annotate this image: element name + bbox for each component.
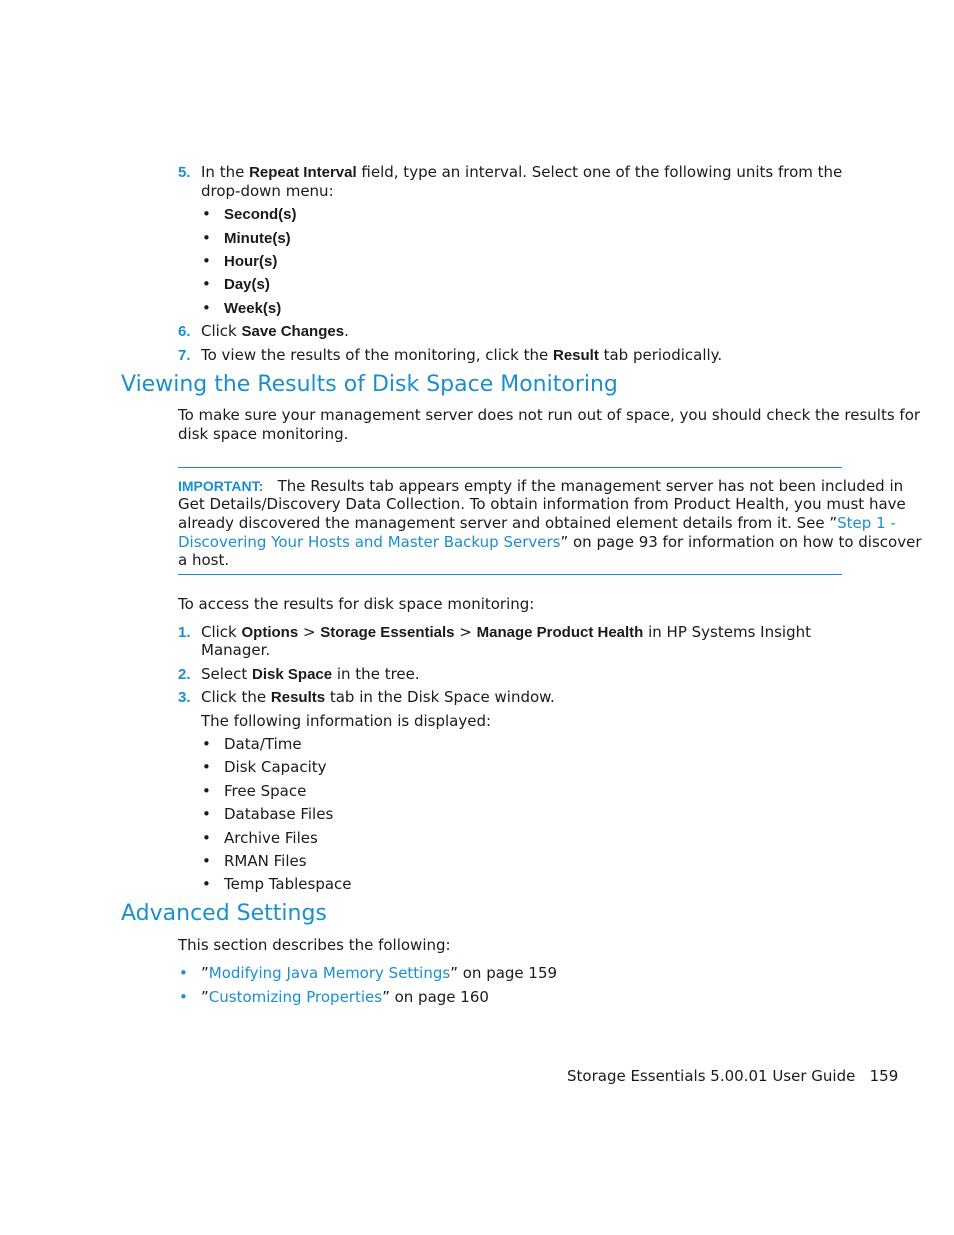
step-number: 5. xyxy=(178,164,191,181)
note-rule-top xyxy=(178,467,842,468)
cross-reference-link[interactable]: Step 1 - xyxy=(837,514,896,532)
important-note-line: Discovering Your Hosts and Master Backup Servers” on page 93 for information on how to discover xyxy=(178,533,922,551)
step-number: 7. xyxy=(178,347,191,364)
ui-term: Results xyxy=(270,689,326,706)
unit-item: Week(s) xyxy=(224,300,282,317)
bullet: • xyxy=(202,252,211,270)
ui-term: Result xyxy=(552,347,599,364)
cross-reference-link[interactable]: Customizing Properties xyxy=(208,988,383,1006)
bullet: • xyxy=(202,805,211,823)
ui-term: Save Changes xyxy=(241,323,345,340)
page-number: 159 xyxy=(869,1067,899,1085)
guide-title: Storage Essentials 5.00.01 User Guide xyxy=(567,1067,856,1085)
bullet: • xyxy=(202,829,211,847)
step-7-text: To view the results of the monitoring, click the Result tab periodically. xyxy=(201,346,723,364)
important-note-line: Get Details/Discovery Data Collection. To obtain information from Product Health, you must have xyxy=(178,495,906,513)
link-list-item: ”Customizing Properties” on page 160 xyxy=(201,988,489,1006)
bullet: • xyxy=(202,205,211,223)
access-step-1-text: Click Options > Storage Essentials > Manage Product Health in HP Systems Insight xyxy=(201,623,811,641)
bullet: • xyxy=(202,735,211,753)
step-number: 3. xyxy=(178,689,191,706)
info-field-item: Archive Files xyxy=(224,829,318,847)
step-number: 2. xyxy=(178,666,191,683)
ui-term: Disk Space xyxy=(252,666,333,683)
info-field-item: RMAN Files xyxy=(224,852,307,870)
info-field-item: Temp Tablespace xyxy=(224,875,352,893)
cross-reference-link[interactable]: Modifying Java Memory Settings xyxy=(208,964,451,982)
paragraph: This section describes the following: xyxy=(178,936,451,954)
paragraph: To access the results for disk space monitoring: xyxy=(178,595,535,613)
bullet: • xyxy=(202,229,211,247)
step-number: 6. xyxy=(178,323,191,340)
bullet: • xyxy=(202,758,211,776)
unit-item: Second(s) xyxy=(224,206,297,223)
info-field-item: Free Space xyxy=(224,782,307,800)
step-6-text: Click Save Changes. xyxy=(201,322,349,340)
step-5-text-cont: drop-down menu: xyxy=(201,182,334,200)
link-list-item: ”Modifying Java Memory Settings” on page 159 xyxy=(201,964,558,982)
access-step-3-text: Click the Results tab in the Disk Space window. xyxy=(201,688,555,706)
important-label: IMPORTANT: xyxy=(178,478,264,494)
unit-item: Day(s) xyxy=(224,276,270,293)
ui-term: Storage Essentials xyxy=(320,624,455,641)
info-field-item: Disk Capacity xyxy=(224,758,327,776)
important-note-line: already discovered the management server and obtained element details from it. See ”Step 1 - xyxy=(178,514,896,532)
bullet: • xyxy=(202,852,211,870)
paragraph: To make sure your management server does not run out of space, you should check the results for xyxy=(178,406,921,424)
step-number: 1. xyxy=(178,624,191,641)
section-heading: Viewing the Results of Disk Space Monitoring xyxy=(121,372,618,397)
bullet: • xyxy=(179,988,188,1006)
unit-item: Hour(s) xyxy=(224,253,278,270)
bullet: • xyxy=(202,782,211,800)
ui-term: Options xyxy=(241,624,299,641)
paragraph: The following information is displayed: xyxy=(201,712,492,730)
important-note-line: a host. xyxy=(178,551,230,569)
bullet: • xyxy=(202,875,211,893)
paragraph: disk space monitoring. xyxy=(178,425,349,443)
unit-item: Minute(s) xyxy=(224,230,291,247)
ui-term: Repeat Interval xyxy=(249,164,357,181)
access-step-1-text-cont: Manager. xyxy=(201,641,271,659)
important-note-line: IMPORTANT: The Results tab appears empty if the management server has not been included in xyxy=(178,477,904,495)
info-field-item: Database Files xyxy=(224,805,334,823)
ui-term: Manage Product Health xyxy=(476,624,644,641)
page-footer xyxy=(567,1067,898,1086)
bullet: • xyxy=(202,275,211,293)
bullet: • xyxy=(179,964,188,982)
section-heading: Advanced Settings xyxy=(121,901,327,926)
cross-reference-link[interactable]: Discovering Your Hosts and Master Backup Servers xyxy=(178,533,561,551)
access-step-2-text: Select Disk Space in the tree. xyxy=(201,665,420,683)
info-field-item: Data/Time xyxy=(224,735,302,753)
step-5-text: In the Repeat Interval field, type an interval. Select one of the following units from the xyxy=(201,163,843,181)
bullet: • xyxy=(202,299,211,317)
note-rule-bottom xyxy=(178,574,842,575)
